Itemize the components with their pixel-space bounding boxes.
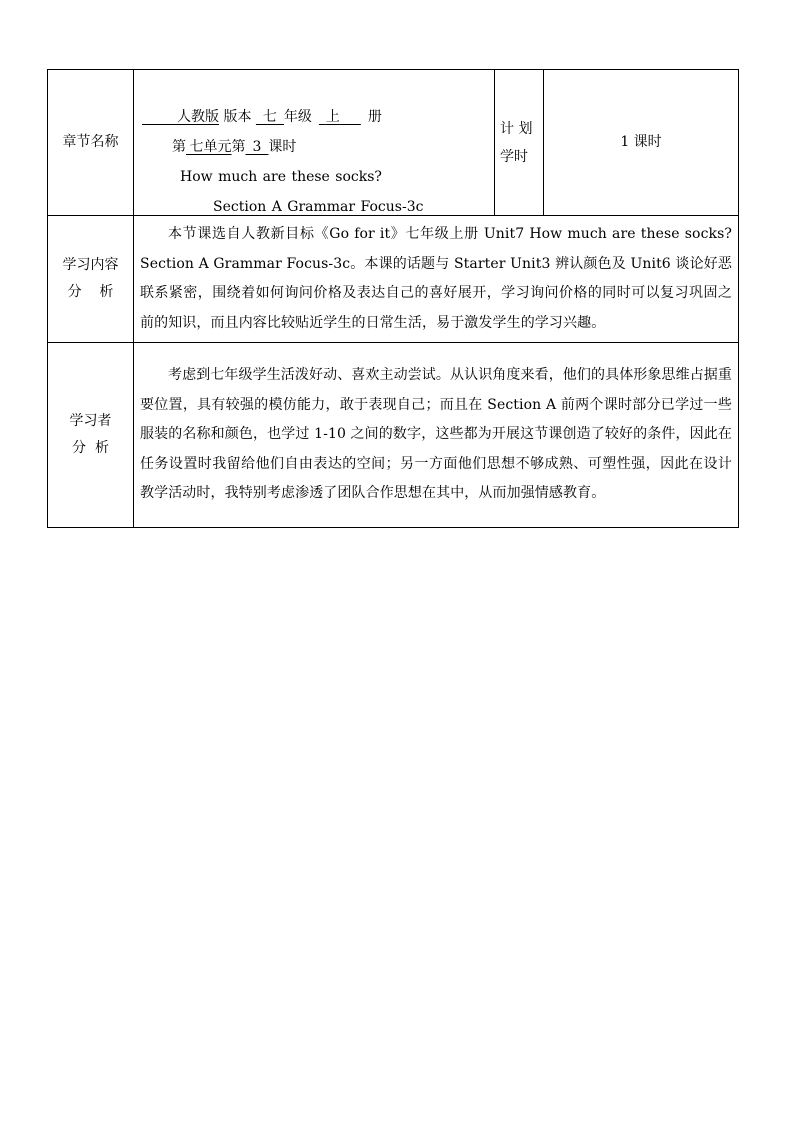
lesson-word: 课时 xyxy=(268,139,297,155)
content-analysis-label: 学习内容 分 析 xyxy=(48,216,134,343)
heading-line-edition xyxy=(142,108,382,126)
table-row-learner-analysis xyxy=(48,343,739,528)
book-word: 册 xyxy=(367,109,382,125)
content-analysis-text: 本节课选自人教新目标《Go for it》七年级上册 Unit7 How much are these socks? Section A Grammar Focus-3c。本课的话题与 Starter Unit3 辨认颜色及 Unit6 谈论好恶联系紧密，围绕着如何询问价格及表达自己的喜好展开，学习询问价格的同时可以复习巩固之前的知识，而且内容比较贴近学生的日常生活，易于激发学生的学习兴趣。 xyxy=(134,216,739,343)
publisher-value: 人教版 xyxy=(177,109,219,125)
table-row-chapter xyxy=(48,70,739,216)
lesson-plan-table xyxy=(47,69,739,528)
lesson-value: 3 xyxy=(252,139,262,155)
chapter-name-label-text: 章节名称 xyxy=(62,134,119,150)
plan-hours-value: 1 课时 xyxy=(544,70,739,216)
learner-analysis-text: 考虑到七年级学生活泼好动、喜欢主动尝试。从认识角度来看，他们的具体形象思维占据重要位置，具有较强的模仿能力，敢于表现自己；而且在 Section A 前两个课时部分已学过一些服装的名称和颜色，也学过 1-10 之间的数字，这些都为开展这节课创造了较好的条件，因此在任务设置时我留给他们自由表达的空间；另一方面他们思想不够成熟、可塑性强，因此在设计教学活动时，我特别考虑渗透了团队合作思想在其中，从而加强情感教育。 xyxy=(134,343,739,528)
heading-line-unit: 第 七单元第 3 课时 xyxy=(172,139,297,155)
edition-word: 版本 xyxy=(223,109,252,125)
plan-hours-label: 计 划 学时 xyxy=(495,70,544,216)
grade-word: 年级 xyxy=(283,109,312,125)
lesson-title: How much are these socks? xyxy=(180,169,382,185)
term-value: 上 xyxy=(325,109,340,125)
lesson-section: Section A Grammar Focus-3c xyxy=(213,199,424,215)
chapter-heading-cell xyxy=(134,70,495,216)
chapter-name-label xyxy=(48,70,134,216)
unit-value: 七单元 xyxy=(189,139,232,155)
learner-analysis-label: 学习者 分 析 xyxy=(48,343,134,528)
table-row-content-analysis xyxy=(48,216,739,343)
grade-value: 七 xyxy=(262,109,277,125)
